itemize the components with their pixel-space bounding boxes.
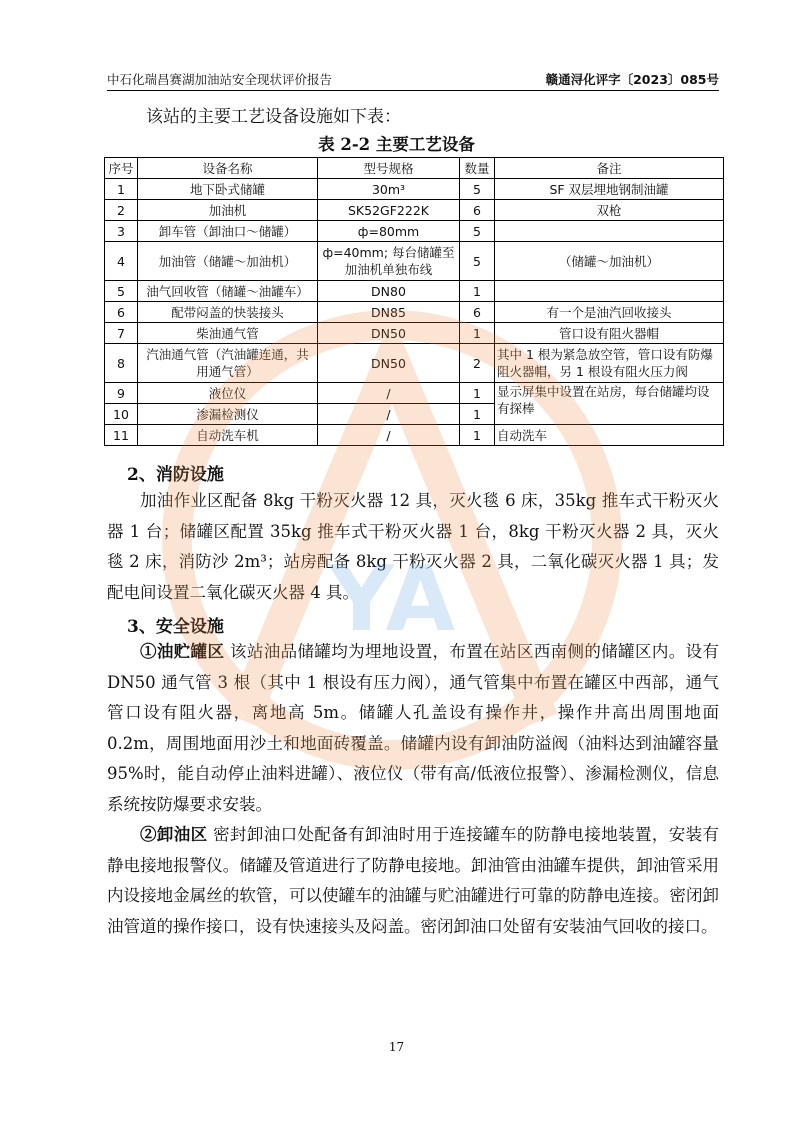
svg-text:YA: YA <box>328 547 456 652</box>
cell-no: 1 <box>105 179 138 200</box>
header-report-title: 中石化瑞昌赛湖加油站安全现状评价报告 <box>107 72 333 87</box>
cell-name: 地下卧式储罐 <box>138 179 318 200</box>
cell-spec: DN85 <box>318 302 460 323</box>
cell-name: 卸车管（卸油口～储罐） <box>138 221 318 242</box>
cell-no: 4 <box>105 242 138 281</box>
cell-no: 6 <box>105 302 138 323</box>
cell-name: 渗漏检测仪 <box>138 404 318 425</box>
cell-note: 显示屏集中设置在站房，每台储罐均设有探棒 <box>495 383 724 425</box>
cell-note: 双枪 <box>495 200 724 221</box>
col-header-note: 备注 <box>495 158 724 179</box>
cell-no: 8 <box>105 344 138 383</box>
table-row <box>105 323 724 344</box>
tank-area-paragraph <box>107 637 719 820</box>
table-row <box>105 200 724 221</box>
cell-qty: 5 <box>460 179 495 200</box>
cell-qty: 1 <box>460 281 495 302</box>
cell-name: 液位仪 <box>138 383 318 404</box>
cell-spec: DN50 <box>318 323 460 344</box>
cell-qty: 6 <box>460 302 495 323</box>
cell-qty: 5 <box>460 242 495 281</box>
cell-qty: 1 <box>460 323 495 344</box>
fire-paragraph: 加油作业区配备 8kg 干粉灭火器 12 具，灭火毯 6 床，35kg 推车式干粉灭火器 1 台；储罐区配置 35kg 推车式干粉灭火器 1 台，8kg 干粉灭火器 2 具，灭火毯 2 床，消防沙 2m³；站房配备 8kg 干粉灭火器 2 具，二氧化碳灭火器 1 具；发配电间设置二氧化碳灭火器 4 具。 <box>107 491 719 602</box>
cell-spec: 30m³ <box>318 179 460 200</box>
col-header-spec: 型号规格 <box>318 158 460 179</box>
page-header <box>107 70 719 91</box>
cell-spec: / <box>318 383 460 404</box>
cell-note: SF 双层埋地钢制油罐 <box>495 179 724 200</box>
cell-spec: / <box>318 425 460 446</box>
intro-sentence: 该站的主要工艺设备设施如下表： <box>146 107 401 127</box>
cell-note: 其中 1 根为紧急放空管，管口设有防爆阻火器帽，另 1 根设有阻火压力阀 <box>495 344 724 383</box>
cell-qty: 1 <box>460 425 495 446</box>
cell-qty: 2 <box>460 344 495 383</box>
cell-qty: 5 <box>460 221 495 242</box>
cell-name: 汽油通气管（汽油罐连通，共用通气管） <box>138 344 318 383</box>
cell-spec: ф=80mm <box>318 221 460 242</box>
equipment-table <box>104 157 724 446</box>
cell-spec: DN50 <box>318 344 460 383</box>
cell-name: 加油机 <box>138 200 318 221</box>
fire-section-title: 2、消防设施 <box>127 465 224 485</box>
table-caption: 表 2-2 主要工艺设备 <box>318 135 475 154</box>
table-row <box>105 344 724 383</box>
table-row <box>105 281 724 302</box>
table-row <box>105 221 724 242</box>
safety-section-title: 3、安全设施 <box>127 617 224 637</box>
cell-name: 柴油通气管 <box>138 323 318 344</box>
cell-spec: ф=40mm; 每台储罐至加油机单独布线 <box>318 242 460 281</box>
cell-qty: 6 <box>460 200 495 221</box>
cell-note: 有一个是油汽回收接头 <box>495 302 724 323</box>
tank-area-heading: ①油贮罐区 <box>140 642 225 661</box>
header-report-number: 赣通浔化评字〔2023〕085号 <box>545 72 719 87</box>
col-header-name: 设备名称 <box>138 158 318 179</box>
cell-name: 油气回收管（储罐～油罐车） <box>138 281 318 302</box>
unloading-area-heading: ②卸油区 <box>140 825 208 844</box>
cell-no: 3 <box>105 221 138 242</box>
table-row <box>105 179 724 200</box>
page-number: 17 <box>388 1040 405 1054</box>
unloading-area-paragraph <box>107 820 719 942</box>
table-row <box>105 383 724 404</box>
cell-qty: 1 <box>460 404 495 425</box>
cell-spec: / <box>318 404 460 425</box>
tank-area-text: 该站油品储罐均为埋地设置，布置在站区西南侧的储罐区内。设有 DN50 通气管 3 根（其中 1 根设有压力阀），通气管集中布置在罐区中西部，通气管口设有阻火器，离地高 5m。储罐人孔盖设有操作井，操作井高出周围地面 0.2m，周围地面用沙土和地面砖覆盖。储罐内设有卸油防溢阀（油料达到油罐容量 95%时，能自动停止油料进罐）、液位仪（带有高/低液位报警）、渗漏检测仪，信息系统按防爆要求安装。 <box>107 642 719 814</box>
cell-name: 配带闷盖的快装接头 <box>138 302 318 323</box>
cell-no: 9 <box>105 383 138 404</box>
col-header-no: 序号 <box>105 158 138 179</box>
cell-no: 11 <box>105 425 138 446</box>
table-header-row <box>105 158 724 179</box>
cell-spec: DN80 <box>318 281 460 302</box>
col-header-qty: 数量 <box>460 158 495 179</box>
cell-no: 2 <box>105 200 138 221</box>
cell-no: 7 <box>105 323 138 344</box>
cell-no: 10 <box>105 404 138 425</box>
table-row <box>105 302 724 323</box>
table-row <box>105 425 724 446</box>
cell-note: 自动洗车 <box>495 425 724 446</box>
cell-note <box>495 281 724 302</box>
table-row <box>105 242 724 281</box>
cell-name: 自动洗车机 <box>138 425 318 446</box>
cell-name: 加油管（储罐～加油机） <box>138 242 318 281</box>
cell-no: 5 <box>105 281 138 302</box>
cell-note: 管口设有阻火器帽 <box>495 323 724 344</box>
unloading-area-text: 密封卸油口处配备有卸油时用于连接罐车的防静电接地装置，安装有静电接地报警仪。储罐及管道进行了防静电接地。卸油管由油罐车提供，卸油管采用内设接地金属丝的软管，可以使罐车的油罐与贮油罐进行可靠的防静电连接。密闭卸油管道的操作接口，设有快速接头及闷盖。密闭卸油口处留有安装油气回收的接口。 <box>107 825 719 936</box>
cell-note <box>495 221 724 242</box>
cell-qty: 1 <box>460 383 495 404</box>
cell-spec: SK52GF222K <box>318 200 460 221</box>
cell-note: （储罐～加油机） <box>495 242 724 281</box>
